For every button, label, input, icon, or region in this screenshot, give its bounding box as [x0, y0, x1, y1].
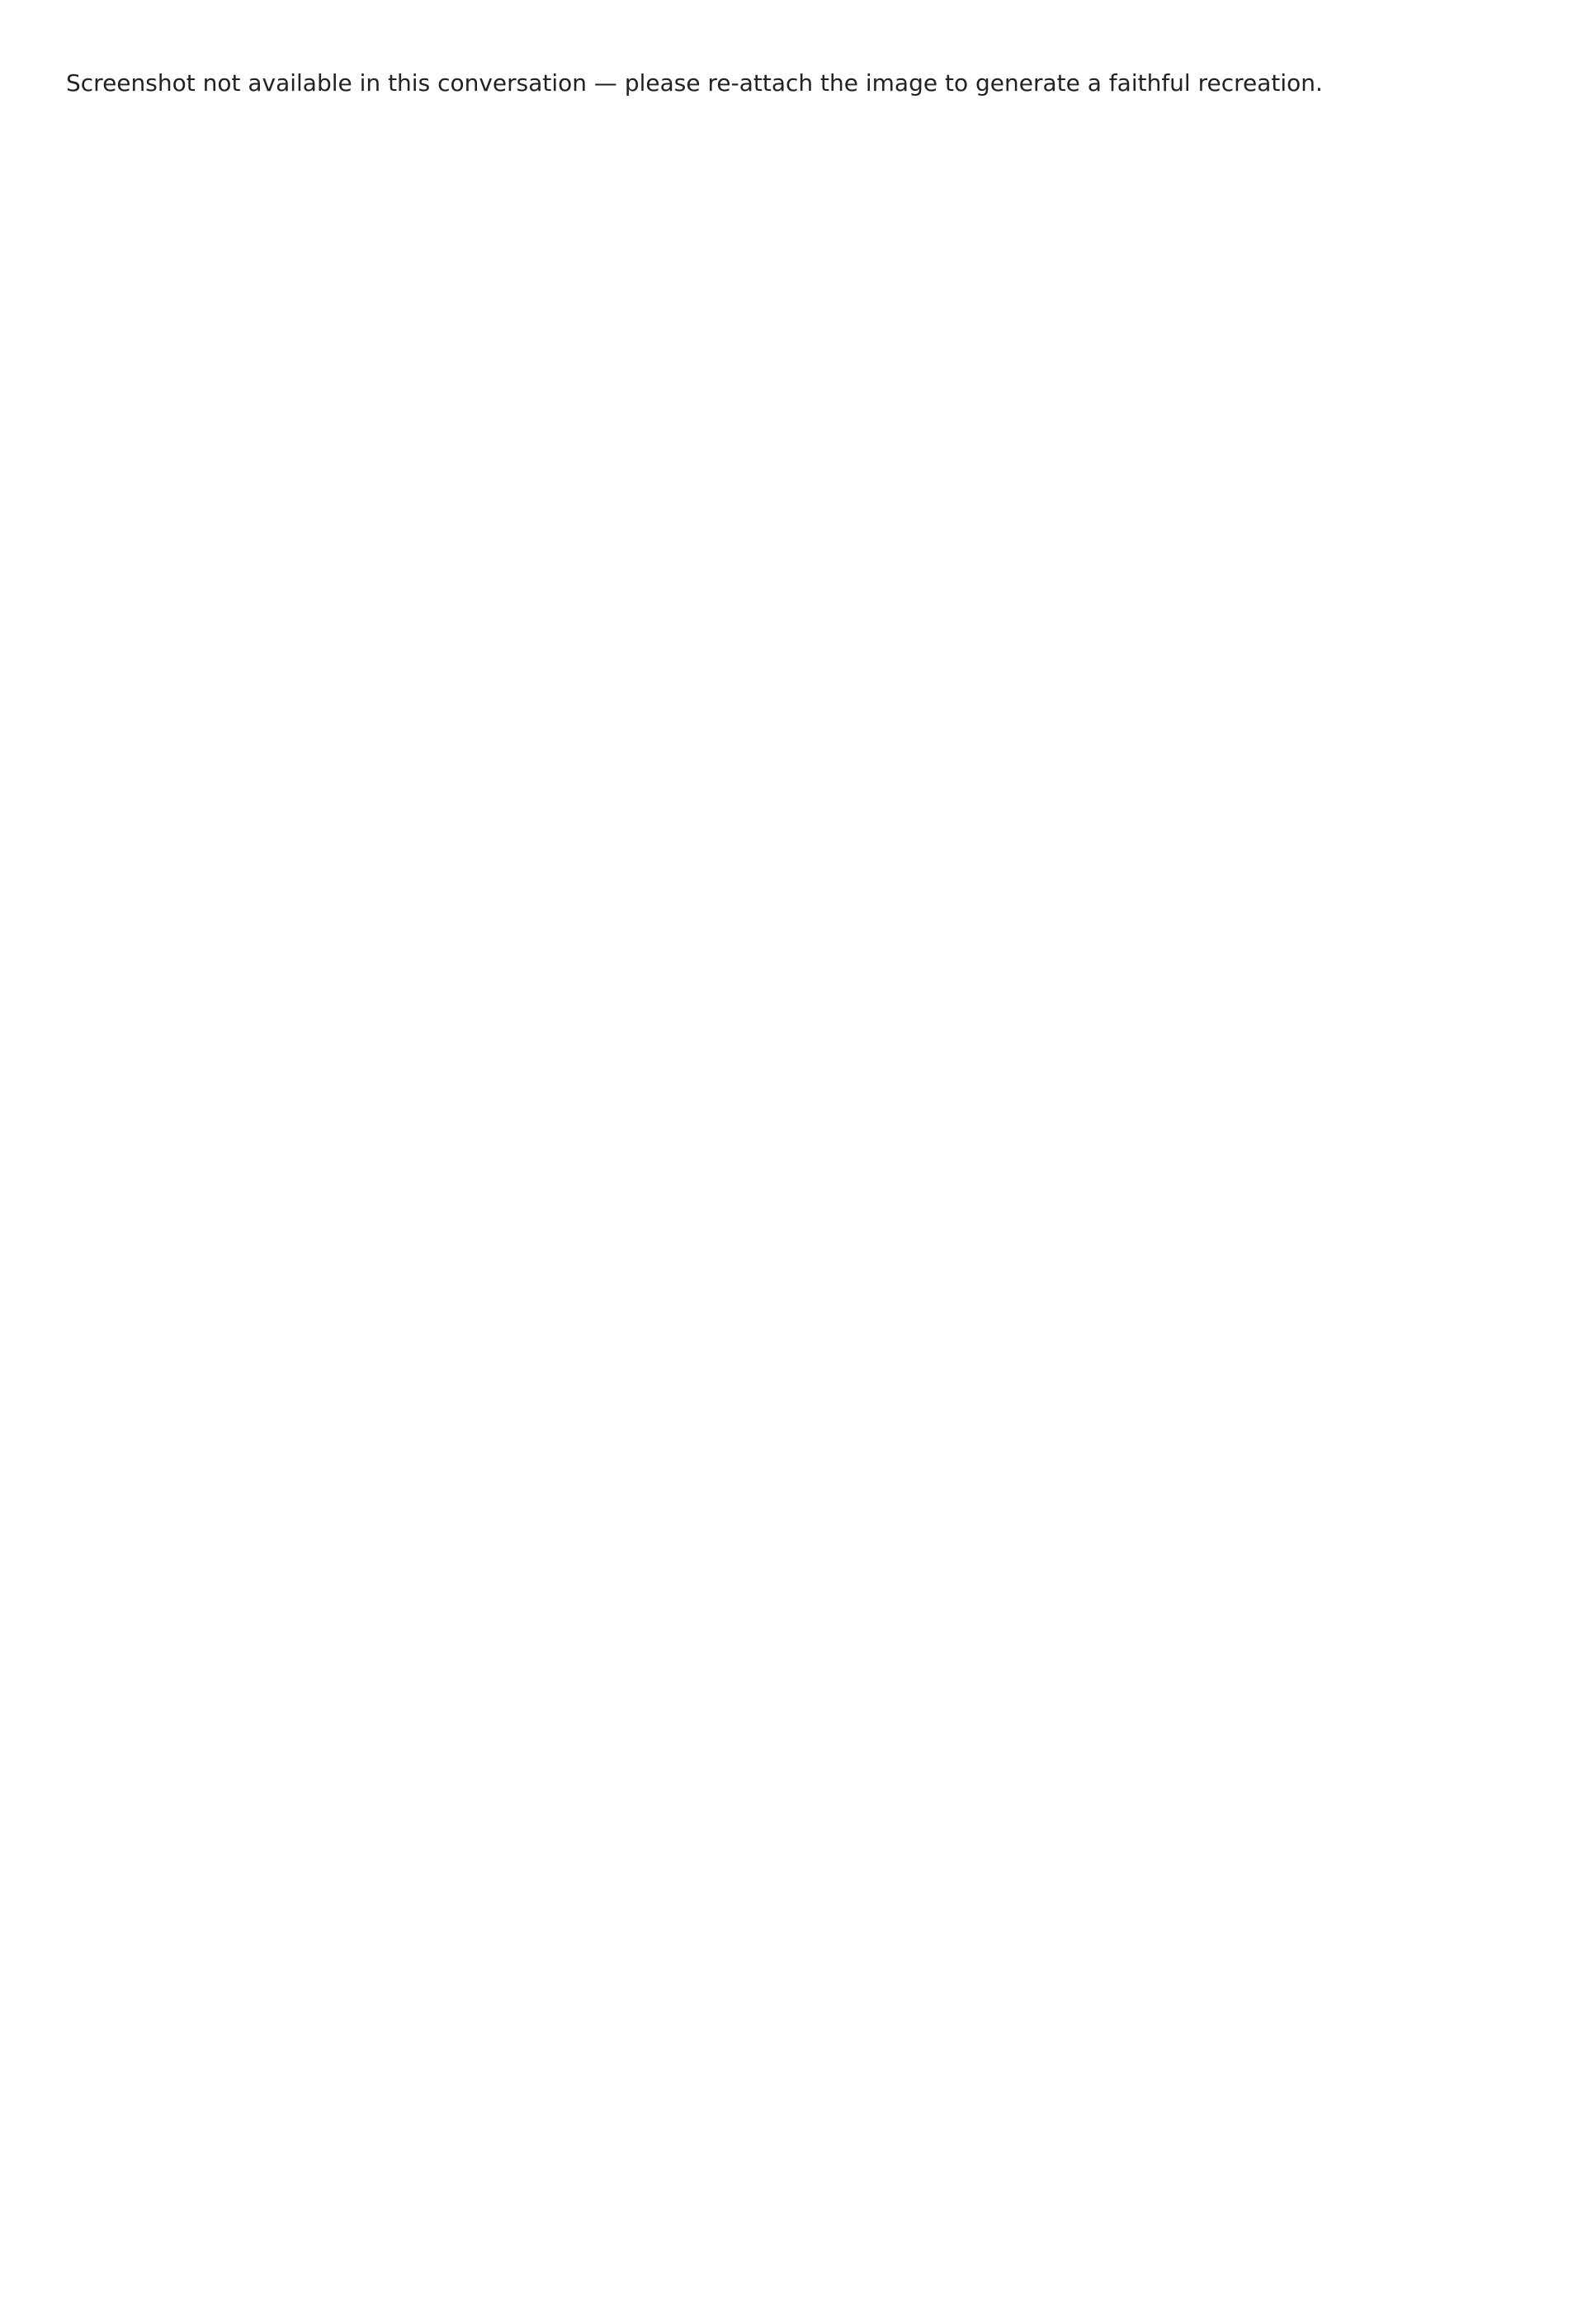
placeholder-notice: Screenshot not available in this conversation — please re-attach the image to generate a faithful recreation.: [66, 69, 1323, 97]
